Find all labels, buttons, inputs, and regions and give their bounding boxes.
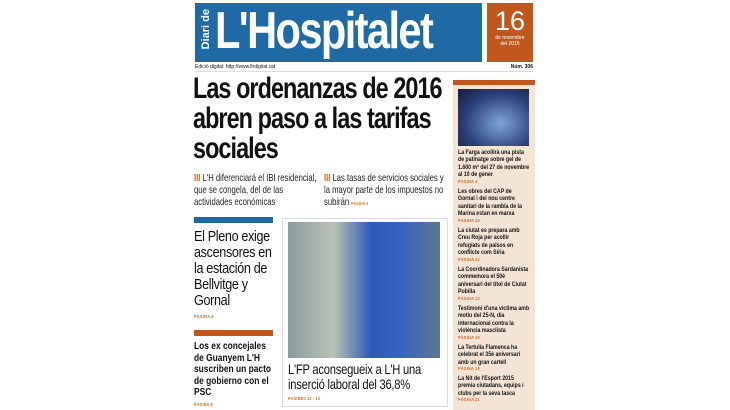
date-day: 16 [494,6,526,36]
edition-line [195,64,533,72]
page-ref: PÀGINA 8 [194,314,214,319]
ice-rink-photo [458,89,529,146]
sidebar-text: Les obres del CAP de Gornal i del nou centre sanitari de la rambla de la Marina estan en marxa [458,188,522,218]
page-ref: PÀGINA 3 [351,201,369,206]
date-year: del 2015 [500,41,520,47]
section-bar [194,330,273,336]
fp-story-box [282,218,448,407]
pleno-story [194,229,278,320]
page-ref: PÀGINES 12 - 13 [288,396,321,401]
story-headline: El Pleno exige ascensores en la estación de Bellvitge y Gornal [194,228,272,309]
issue-number: Núm. 306 [510,64,533,70]
sidebar-text: La Farga acollirà una pista de patinatge sobre gel de 1.600 m² del 27 de novembre al 10 de gener [458,149,530,179]
main-headline: Las ordenanzas de 2016 abren paso a las tarifas sociales [193,72,442,165]
fp-photo [288,222,440,358]
subhead-2 [324,172,450,208]
date-box [487,3,533,62]
page-ref: PÀGINA 13 [458,295,480,301]
page-ref: PÀGINA 8 [194,401,213,407]
sidebar-item [458,227,530,263]
sidebar-item [458,305,530,341]
sidebar-text: Testimoni d'una víctima amb motiu del 25-N, dia internacional contra la violència masclista [458,305,530,335]
sidebar-item [458,344,530,372]
sidebar-item [458,149,530,185]
page-ref: PÀGINA 4 [458,178,478,184]
masthead-logo: L'Hospitalet [215,3,433,60]
date-month: de novembre [495,35,525,41]
sidebar-text: La Nit de l'Esport 2015 premia ciutadans, equips i clubs per la seva tasca [458,375,524,397]
sidebar-bar [453,80,535,85]
sidebar-text: La Coordinadora Sardanista commemora el 50è aniversari del títol de Ciutat Pubilla [458,266,528,296]
sidebar-text: La ciutat es prepara amb Creu Roja per acollir refugiats de països en conflicte com Síria [458,227,520,257]
sidebar [453,80,535,410]
page-ref: PÀGINA 18 [458,366,480,372]
subhead-text: Las tasas de servicios sociales y la mayor parte de los impuestos no subirán [324,172,444,208]
subhead-text: L'H diferenciará el IBI residencial, que se congela, del de las actividades económicas [194,172,317,208]
subhead-1 [194,172,320,208]
masthead [195,3,482,62]
sidebar-item [458,266,530,302]
story-headline: Los ex concejales de Guanyem L'H suscriben un pacto de gobierno con el PSC [194,340,272,398]
bullet-icon: III [324,172,331,184]
story-headline: L'FP aconsegueix a L'H una inserció laboral del 36,8% [288,361,421,392]
section-bar [194,217,273,223]
bullet-icon: III [194,172,201,184]
page-ref: PÀGINA 14 [458,256,480,262]
page-ref: PÀGINA 19 [458,334,480,340]
sidebar-item [458,188,530,224]
page-ref: PÀGINA 10 [458,217,480,223]
masthead-prefix: Diari de [200,9,212,50]
guanyem-story [194,341,277,408]
sidebar-text: La Tertulia Flamenca ha celebrat el 35è aniversari amb un gran cartell [458,344,521,366]
left-column [194,217,278,408]
page-ref: PÀGINA 21 [458,397,480,403]
sidebar-item [458,375,530,403]
fp-story [288,362,442,402]
edition-url: Edició digital: http://www.lhdigital.cat [195,64,276,70]
